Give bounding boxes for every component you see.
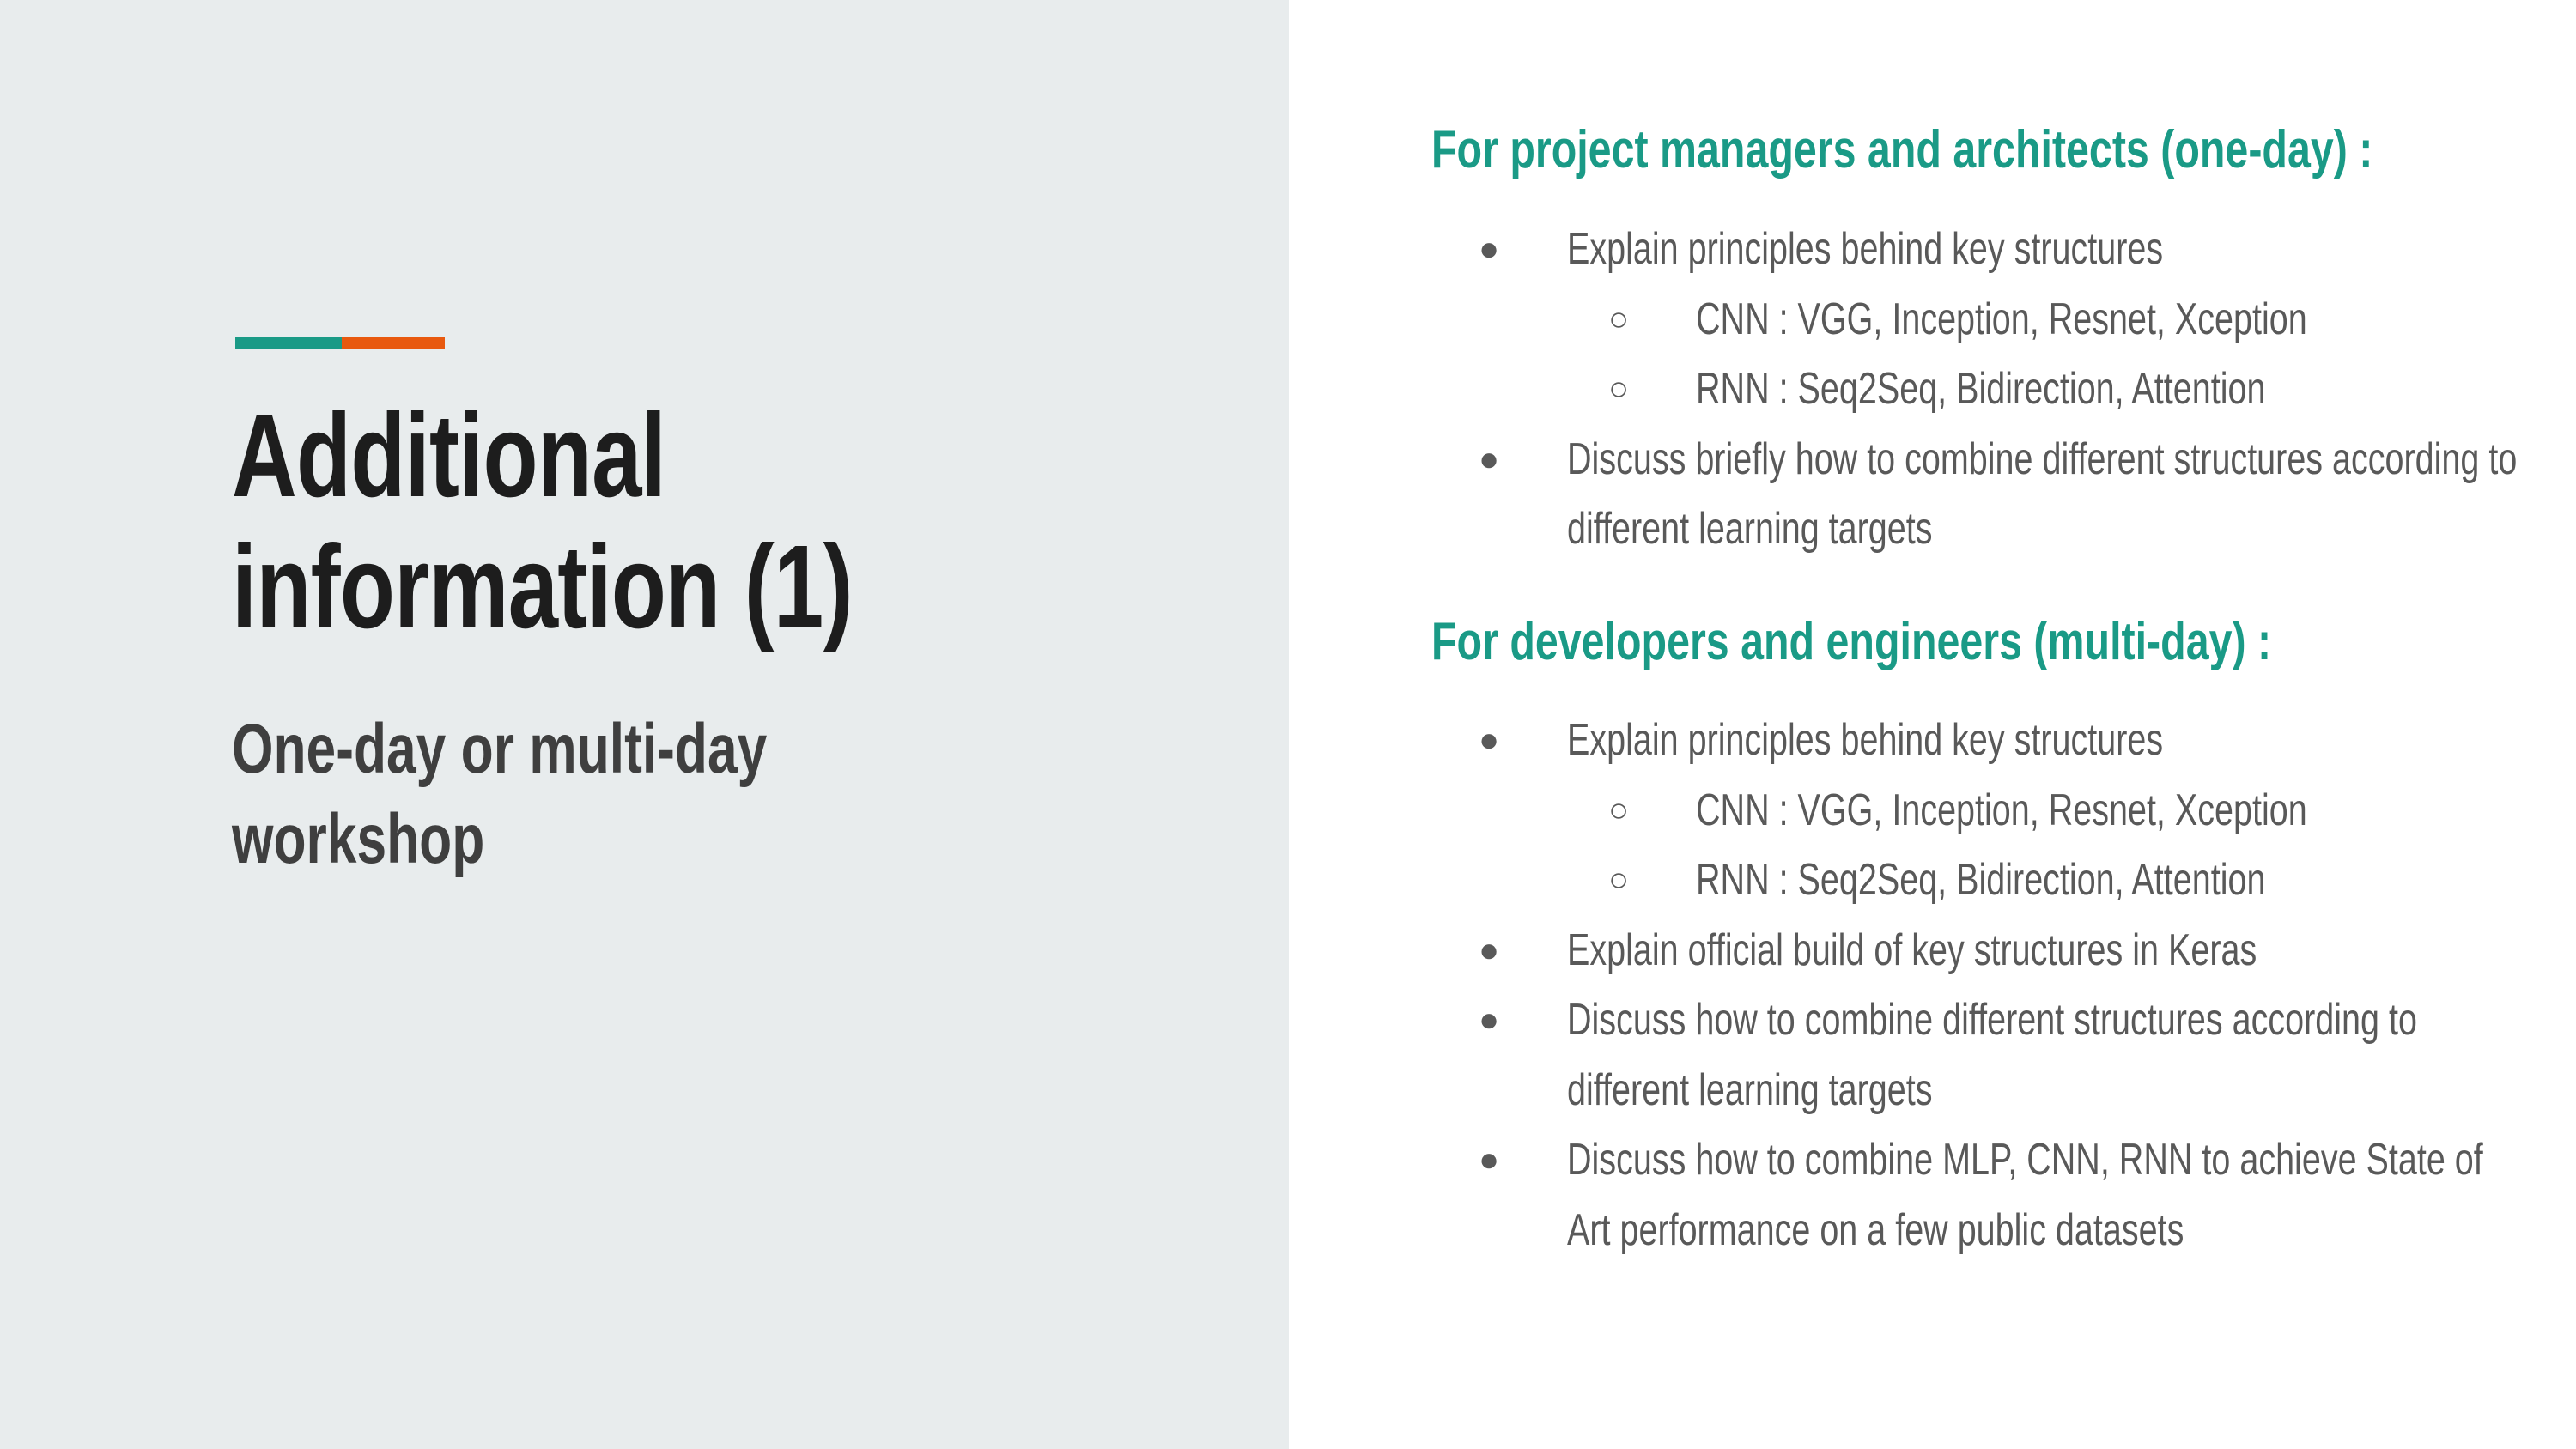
sub-bullet-icon: ○ (1608, 861, 1630, 899)
list-item-text: Discuss briefly how to combine different structures according to different learning targets (1567, 433, 2518, 554)
sub-bullet-icon: ○ (1608, 370, 1630, 408)
list-item (1431, 985, 2548, 1125)
bullet-icon: ● (1479, 721, 1500, 759)
bullet-list-developers (1431, 706, 2548, 1265)
list-item-text: CNN : VGG, Inception, Resnet, Xception (1696, 785, 2307, 835)
section-heading-developers: For developers and engineers (multi-day) : (1431, 612, 2272, 671)
list-item-text: RNN : Seq2Seq, Bidirection, Attention (1696, 364, 2266, 414)
list-item-text: RNN : Seq2Seq, Bidirection, Attention (1696, 855, 2266, 905)
section-heading-project-managers: For project managers and architects (one-day) : (1431, 120, 2373, 179)
accent-bar-orange (342, 337, 445, 349)
list-item (1431, 916, 2548, 986)
accent-bar-teal (235, 337, 342, 349)
bullet-icon: ● (1479, 230, 1500, 268)
bullet-icon: ● (1479, 440, 1500, 478)
list-item (1431, 355, 2548, 425)
list-item (1431, 1125, 2548, 1265)
slide-title: Additional information (1) (232, 390, 853, 653)
list-item (1431, 706, 2548, 776)
slide-subtitle: One-day or multi-day workshop (232, 710, 768, 878)
list-item (1431, 285, 2548, 355)
bullet-list-project-managers (1431, 215, 2548, 565)
bullet-icon: ● (1479, 1001, 1500, 1039)
list-item-text: Explain principles behind key structures (1567, 224, 2164, 274)
bullet-icon: ● (1479, 931, 1500, 969)
sub-bullet-icon: ○ (1608, 791, 1630, 829)
sub-bullet-icon: ○ (1608, 300, 1630, 338)
list-item (1431, 215, 2548, 285)
list-item-text: Discuss how to combine different structures according to different learning targets (1567, 995, 2417, 1115)
list-item-text: Explain official build of key structures in Keras (1567, 925, 2257, 975)
list-item-text: Explain principles behind key structures (1567, 715, 2164, 765)
list-item (1431, 425, 2548, 565)
list-item (1431, 846, 2548, 916)
list-item-text: Discuss how to combine MLP, CNN, RNN to achieve State of Art performance on a few public datasets (1567, 1135, 2483, 1255)
list-item (1431, 776, 2548, 846)
list-item-text: CNN : VGG, Inception, Resnet, Xception (1696, 294, 2307, 344)
bullet-icon: ● (1479, 1141, 1500, 1179)
